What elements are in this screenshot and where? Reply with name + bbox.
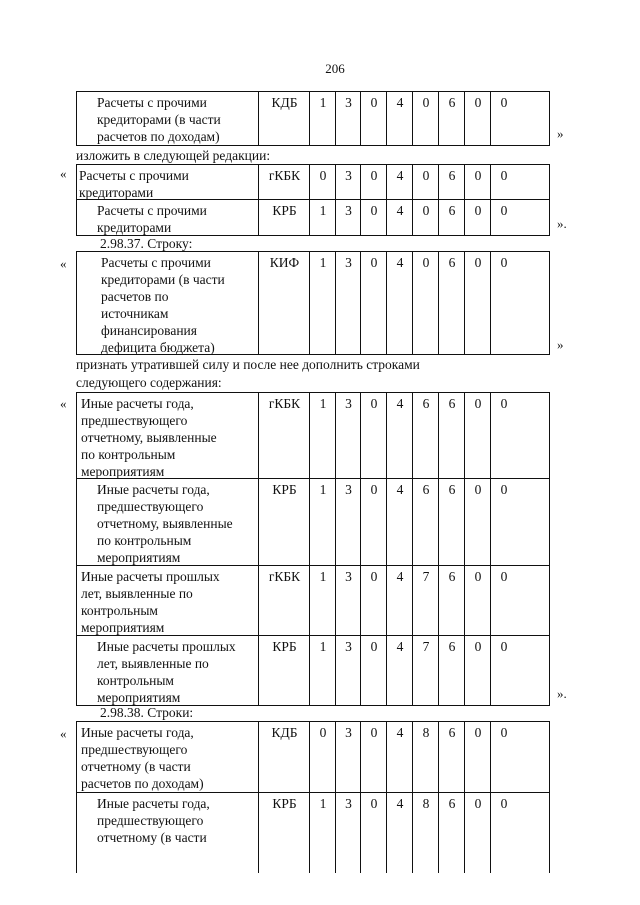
digit-text: 6	[448, 255, 456, 270]
digit-text: 3	[345, 396, 352, 411]
digit-text: 1	[319, 569, 327, 584]
digit-cell	[412, 92, 439, 145]
row-name-cell	[77, 200, 258, 235]
digit-text: 0	[474, 725, 482, 740]
row-kind-text: КДБ	[271, 725, 298, 740]
digit-cell	[360, 200, 387, 235]
digit-cell	[464, 479, 491, 565]
digit-cell	[335, 252, 361, 354]
digit-text: 0	[370, 168, 378, 183]
digit-text: 4	[396, 396, 404, 411]
digit-cell	[309, 566, 336, 635]
row-name-text: Иные расчеты года, предшествующего отчетному, выявленные по контрольным мероприятиям	[97, 482, 233, 565]
digit-cell	[386, 200, 413, 235]
row-name-cell	[77, 479, 258, 565]
digit-text: 0	[500, 203, 508, 218]
digit-text: 4	[396, 168, 404, 183]
row-name-text: Иные расчеты года, предшествующего отчетному (в части	[97, 796, 210, 845]
closing-quote-dot: ».	[557, 686, 567, 701]
table-group-4	[76, 392, 550, 706]
digit-cell	[490, 722, 552, 792]
row-kind-cell	[258, 566, 310, 635]
table-row	[76, 721, 550, 793]
digit-cell	[464, 566, 491, 635]
row-kind-text: гКБК	[268, 569, 301, 584]
row-name-text: Расчеты с прочими кредиторами (в части расчетов по источникам финансирования дефицита бюджета)	[101, 255, 225, 355]
digit-cell	[464, 636, 491, 705]
digit-text: 0	[370, 482, 378, 497]
row-name-cell	[77, 393, 258, 478]
digit-text: 0	[500, 569, 508, 584]
digit-text: 6	[422, 396, 430, 411]
digit-cell	[335, 479, 361, 565]
digit-text: 6	[448, 796, 456, 811]
digit-text: 0	[474, 95, 482, 110]
digit-text: 0	[474, 396, 482, 411]
row-name-cell	[77, 636, 258, 705]
digit-text: 0	[474, 639, 482, 654]
digit-cell	[386, 92, 413, 145]
row-name-text: Иные расчеты года, предшествующего отчетному (в части расчетов по доходам)	[81, 725, 204, 791]
digit-text: 0	[422, 95, 430, 110]
digit-cell	[412, 793, 439, 873]
edit-phrase: изложить в следующей редакции:	[76, 148, 271, 163]
digit-cell	[412, 393, 439, 478]
digit-cell	[360, 566, 387, 635]
digit-cell	[335, 92, 361, 145]
digit-cell	[360, 479, 387, 565]
row-name-cell	[77, 722, 258, 792]
table-group-1	[76, 91, 550, 146]
digit-cell	[335, 393, 361, 478]
row-kind-cell	[258, 636, 310, 705]
digit-text: 0	[370, 569, 378, 584]
digit-cell	[309, 636, 336, 705]
digit-text: 0	[500, 639, 508, 654]
digit-text: 0	[500, 482, 508, 497]
digit-cell	[438, 393, 465, 478]
row-name-cell	[77, 566, 258, 635]
table-row	[76, 164, 550, 200]
row-kind-text: КРБ	[272, 203, 297, 218]
digit-text: 0	[370, 396, 378, 411]
digit-cell	[360, 722, 387, 792]
row-kind-cell	[258, 722, 310, 792]
row-name-text: Расчеты с прочими кредиторами (в части расчетов по доходам)	[97, 95, 221, 144]
digit-cell	[335, 566, 361, 635]
digit-cell	[309, 252, 336, 354]
digit-cell	[309, 165, 336, 199]
digit-cell	[360, 165, 387, 199]
digit-text: 1	[319, 203, 327, 218]
digit-text: 3	[345, 95, 352, 110]
closing-quote-dot: ».	[557, 216, 567, 231]
digit-cell	[309, 793, 336, 873]
digit-text: 6	[448, 725, 456, 740]
digit-cell	[335, 200, 361, 235]
row-kind-text: КИФ	[269, 255, 300, 270]
digit-cell	[438, 566, 465, 635]
opening-quote: «	[60, 726, 67, 741]
digit-cell	[386, 479, 413, 565]
row-name-cell	[77, 165, 258, 199]
row-kind-text: гКБК	[268, 168, 301, 183]
digit-text: 0	[474, 255, 482, 270]
digit-cell	[360, 393, 387, 478]
digit-text: 4	[396, 725, 404, 740]
digit-cell	[335, 722, 361, 792]
table-row	[76, 200, 550, 236]
digit-text: 1	[319, 796, 327, 811]
table-group-5	[76, 721, 550, 873]
table-row	[76, 392, 550, 479]
digit-text: 4	[396, 796, 404, 811]
row-name-text: Иные расчеты прошлых лет, выявленные по контрольным мероприятиям	[97, 639, 236, 705]
digit-text: 6	[448, 95, 456, 110]
digit-cell	[412, 165, 439, 199]
digit-text: 6	[422, 482, 430, 497]
digit-cell	[438, 200, 465, 235]
digit-text: 0	[500, 396, 508, 411]
digit-text: 6	[448, 569, 456, 584]
digit-text: 0	[370, 639, 378, 654]
digit-text: 7	[422, 569, 430, 584]
digit-cell	[360, 252, 387, 354]
digit-cell	[412, 566, 439, 635]
digit-text: 4	[396, 203, 404, 218]
row-name-text: Расчеты с прочими кредиторами	[97, 203, 207, 235]
digit-cell	[386, 566, 413, 635]
digit-cell	[309, 722, 336, 792]
row-kind-text: КРБ	[272, 482, 297, 497]
table-row	[76, 91, 550, 146]
digit-text: 0	[474, 168, 482, 183]
digit-text: 4	[396, 255, 404, 270]
digit-cell	[386, 793, 413, 873]
digit-cell	[490, 636, 552, 705]
opening-quote: «	[60, 396, 67, 411]
invalid-phrase-line2: следующего содержания:	[76, 375, 222, 390]
digit-text: 6	[448, 639, 456, 654]
page-number: 206	[325, 61, 345, 76]
row-kind-cell	[258, 200, 310, 235]
digit-cell	[438, 252, 465, 354]
digit-cell	[438, 165, 465, 199]
digit-cell	[386, 636, 413, 705]
digit-cell	[412, 722, 439, 792]
digit-cell	[360, 636, 387, 705]
digit-cell	[412, 200, 439, 235]
digit-cell	[490, 92, 552, 145]
digit-cell	[490, 566, 552, 635]
digit-text: 1	[319, 482, 327, 497]
digit-cell	[335, 165, 361, 199]
digit-text: 8	[422, 725, 430, 740]
item-2-98-38: 2.98.38. Строки:	[100, 705, 194, 720]
digit-text: 3	[345, 796, 352, 811]
digit-text: 0	[370, 203, 378, 218]
digit-text: 0	[474, 482, 482, 497]
digit-text: 0	[370, 796, 378, 811]
digit-text: 0	[500, 95, 508, 110]
digit-cell	[464, 793, 491, 873]
digit-text: 1	[319, 639, 327, 654]
digit-cell	[335, 793, 361, 873]
row-kind-cell	[258, 92, 310, 145]
digit-cell	[438, 636, 465, 705]
digit-text: 0	[500, 725, 508, 740]
digit-cell	[490, 793, 552, 873]
digit-text: 0	[474, 203, 482, 218]
digit-cell	[386, 165, 413, 199]
digit-text: 1	[319, 95, 327, 110]
digit-cell	[360, 793, 387, 873]
digit-text: 0	[370, 95, 378, 110]
digit-cell	[464, 200, 491, 235]
digit-cell	[386, 393, 413, 478]
opening-quote: «	[60, 166, 67, 181]
digit-cell	[386, 722, 413, 792]
digit-text: 0	[319, 725, 327, 740]
digit-cell	[438, 92, 465, 145]
digit-cell	[412, 252, 439, 354]
digit-text: 3	[345, 569, 352, 584]
digit-cell	[464, 252, 491, 354]
table-row	[76, 566, 550, 636]
row-name-cell	[77, 92, 258, 145]
digit-text: 0	[500, 255, 508, 270]
digit-cell	[490, 393, 552, 478]
table-row	[76, 793, 550, 873]
digit-text: 0	[422, 168, 430, 183]
digit-text: 0	[474, 796, 482, 811]
digit-text: 1	[319, 255, 327, 270]
item-2-98-37: 2.98.37. Строку:	[100, 236, 193, 251]
row-name-text: Иные расчеты года, предшествующего отчетному, выявленные по контрольным мероприятиям	[81, 396, 217, 479]
digit-text: 3	[345, 168, 352, 183]
digit-text: 7	[422, 639, 430, 654]
digit-cell	[386, 252, 413, 354]
digit-cell	[412, 636, 439, 705]
digit-cell	[360, 92, 387, 145]
digit-text: 0	[500, 796, 508, 811]
digit-text: 3	[345, 255, 352, 270]
digit-cell	[309, 479, 336, 565]
table-row	[76, 479, 550, 566]
opening-quote: «	[60, 256, 67, 271]
table-group-2	[76, 164, 550, 236]
row-kind-text: гКБК	[268, 396, 301, 411]
digit-text: 4	[396, 639, 404, 654]
digit-cell	[490, 165, 552, 199]
digit-text: 3	[345, 639, 352, 654]
invalid-phrase-line1: признать утратившей силу и после нее дополнить строками	[76, 357, 420, 372]
digit-text: 0	[422, 203, 430, 218]
digit-cell	[309, 92, 336, 145]
digit-text: 3	[345, 203, 352, 218]
table-group-3	[76, 251, 550, 355]
digit-text: 3	[345, 725, 352, 740]
digit-cell	[309, 393, 336, 478]
digit-text: 0	[500, 168, 508, 183]
digit-text: 0	[370, 255, 378, 270]
row-kind-cell	[258, 252, 310, 354]
digit-text: 4	[396, 482, 404, 497]
digit-cell	[464, 165, 491, 199]
digit-cell	[464, 722, 491, 792]
digit-text: 1	[319, 396, 327, 411]
digit-text: 0	[370, 725, 378, 740]
digit-text: 4	[396, 569, 404, 584]
digit-text: 6	[448, 168, 456, 183]
digit-cell	[412, 479, 439, 565]
digit-text: 0	[474, 569, 482, 584]
digit-text: 6	[448, 203, 456, 218]
digit-text: 0	[319, 168, 327, 183]
closing-quote: »	[557, 126, 564, 141]
digit-cell	[438, 793, 465, 873]
row-kind-cell	[258, 165, 310, 199]
row-name-cell	[77, 252, 258, 354]
digit-cell	[464, 393, 491, 478]
digit-text: 3	[345, 482, 352, 497]
digit-cell	[490, 200, 552, 235]
digit-cell	[438, 479, 465, 565]
digit-text: 6	[448, 482, 456, 497]
closing-quote: »	[557, 337, 564, 352]
digit-cell	[490, 479, 552, 565]
digit-cell	[490, 252, 552, 354]
row-kind-cell	[258, 479, 310, 565]
digit-text: 4	[396, 95, 404, 110]
row-kind-cell	[258, 393, 310, 478]
row-name-cell	[77, 793, 258, 873]
row-name-text: Иные расчеты прошлых лет, выявленные по контрольным мероприятиям	[81, 569, 220, 635]
digit-cell	[464, 92, 491, 145]
digit-cell	[335, 636, 361, 705]
digit-text: 6	[448, 396, 456, 411]
table-row	[76, 251, 550, 355]
digit-text: 0	[422, 255, 430, 270]
digit-text: 8	[422, 796, 430, 811]
row-kind-text: КРБ	[272, 796, 297, 811]
table-row	[76, 636, 550, 706]
row-kind-text: КДБ	[271, 95, 298, 110]
row-kind-cell	[258, 793, 310, 873]
row-kind-text: КРБ	[272, 639, 297, 654]
row-name-text: Расчеты с прочими кредиторами	[79, 168, 189, 200]
digit-cell	[438, 722, 465, 792]
digit-cell	[309, 200, 336, 235]
